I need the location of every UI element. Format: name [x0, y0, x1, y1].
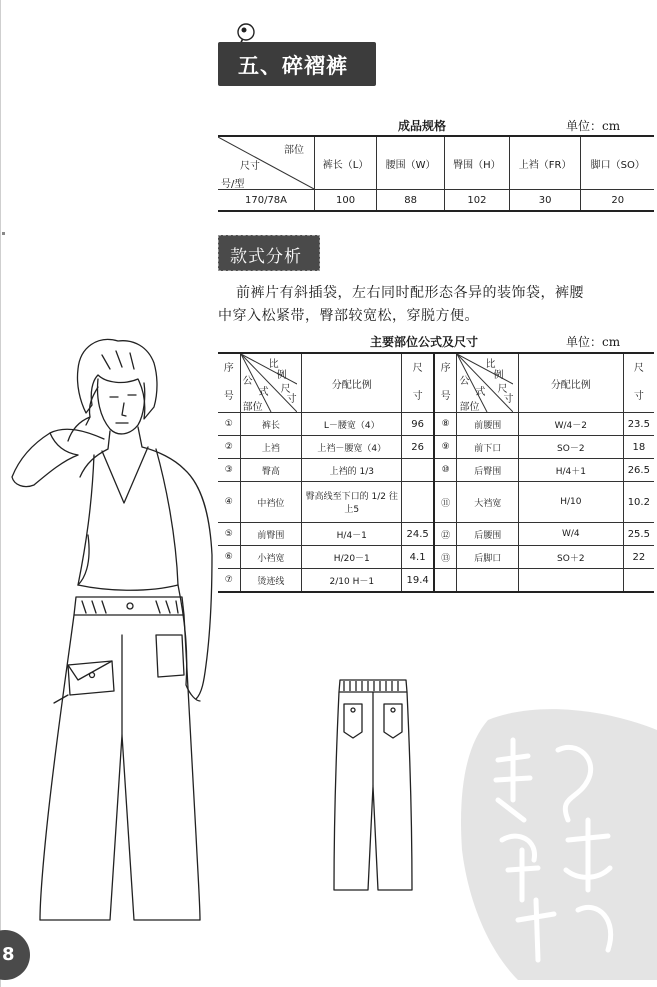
row-size: 26.5: [623, 459, 654, 482]
spec-value-cell: 102: [445, 190, 510, 212]
size-header: [402, 353, 434, 413]
spec-col-header: 脚口（SO）: [581, 136, 654, 190]
row-no: ⑧: [434, 413, 457, 436]
seq-header-bottom: 号: [223, 391, 234, 402]
row-part: 烫迹线: [240, 569, 302, 593]
size-header-top: 尺: [412, 363, 423, 374]
formula-caption: 主要部位公式及尺寸: [370, 335, 479, 349]
corner-ratio-a: 比: [268, 359, 279, 370]
formula-table: [218, 352, 654, 593]
spec-corner-bottom: 号/型: [221, 179, 245, 190]
row-ratio: H/4＋1: [518, 459, 623, 482]
size-header: [623, 353, 654, 413]
size-header-bottom: 寸: [633, 391, 644, 402]
row-size: 24.5: [402, 523, 434, 546]
seq-header-bottom: 号: [440, 391, 451, 402]
row-ratio: W/4－2: [518, 413, 623, 436]
row-size: [402, 482, 434, 523]
ratio-header: 分配比例: [302, 353, 402, 413]
row-ratio: 2/10 H－1: [302, 569, 402, 593]
row-size: [623, 569, 654, 593]
corner-header: [240, 353, 302, 413]
corner-size-e: 尺: [280, 384, 291, 395]
row-no: ⑥: [218, 546, 240, 569]
row-ratio: H/4－1: [302, 523, 402, 546]
row-no: ⑫: [434, 523, 457, 546]
style-label: 款式分析: [230, 247, 302, 267]
row-size: 22: [623, 546, 654, 569]
row-size: 96: [402, 413, 434, 436]
row-ratio: 臀高线至下口的 1/2 往上5: [302, 482, 402, 523]
spec-corner-mid: 尺寸: [240, 161, 260, 172]
description-line-2: 中穿入松紧带，臀部较宽松，穿脱方便。: [218, 308, 479, 324]
row-no: ⑨: [434, 436, 457, 459]
row-part: 臀高: [240, 459, 302, 482]
row-no: ⑩: [434, 459, 457, 482]
row-ratio: H/20－1: [302, 546, 402, 569]
row-ratio: L－腰宽（4）: [302, 413, 402, 436]
spec-col-header: 上裆（FR）: [509, 136, 581, 190]
corner-size-e: 尺: [497, 384, 508, 395]
page-number: 8: [2, 944, 15, 965]
row-no: [434, 569, 457, 593]
corner-part-g: 部位: [242, 402, 263, 413]
corner-formula-c: 公: [242, 376, 253, 387]
row-size: 25.5: [623, 523, 654, 546]
corner-formula-c: 公: [459, 376, 470, 387]
row-no: ⑪: [434, 482, 457, 523]
seq-header-top: 序: [440, 363, 451, 374]
margin-rule: [0, 0, 1, 987]
spec-col-header: 腰围（W）: [377, 136, 445, 190]
row-part: 中裆位: [240, 482, 302, 523]
corner-ratio-b: 例: [276, 370, 287, 381]
row-part: 前下口: [457, 436, 519, 459]
pants-back-view-sketch: [330, 676, 418, 896]
row-part: 后臀围: [457, 459, 519, 482]
row-size: 4.1: [402, 546, 434, 569]
spec-value-cell: 100: [315, 190, 377, 212]
row-size: 18: [623, 436, 654, 459]
row-no: ⑤: [218, 523, 240, 546]
row-part: 裤长: [240, 413, 302, 436]
corner-part-g: 部位: [459, 402, 480, 413]
row-no: ①: [218, 413, 240, 436]
row-part: [457, 569, 519, 593]
spec-size-cell: 170/78A: [218, 190, 315, 212]
corner-formula-d: 式: [258, 387, 269, 398]
row-no: ④: [218, 482, 240, 523]
row-ratio: SO－2: [518, 436, 623, 459]
seq-header: [434, 353, 457, 413]
row-no: ②: [218, 436, 240, 459]
row-part: 前臀围: [240, 523, 302, 546]
row-no: ⑦: [218, 569, 240, 593]
row-ratio: 上裆－腰宽（4）: [302, 436, 402, 459]
row-ratio: [518, 569, 623, 593]
spec-col-header: 裤长（L）: [315, 136, 377, 190]
corner-ratio-a: 比: [485, 359, 496, 370]
spec-corner-top: 部位: [284, 145, 304, 156]
row-no: ⑬: [434, 546, 457, 569]
seal-watermark: [458, 700, 657, 980]
row-ratio: H/10: [518, 482, 623, 523]
row-ratio: W/4: [518, 523, 623, 546]
spec-caption: 成品规格: [398, 119, 447, 133]
row-size: 10.2: [623, 482, 654, 523]
corner-size-f: 寸: [503, 394, 514, 405]
corner-size-f: 寸: [286, 394, 297, 405]
row-size: 23.5: [623, 413, 654, 436]
row-part: 后脚口: [457, 546, 519, 569]
formula-unit: 单位：cm: [566, 335, 621, 349]
ratio-header: 分配比例: [518, 353, 623, 413]
row-ratio: SO＋2: [518, 546, 623, 569]
size-header-top: 尺: [633, 363, 644, 374]
section-title: 五、碎褶裤: [238, 54, 348, 78]
row-size: [402, 459, 434, 482]
row-ratio: 上裆的 1/3: [302, 459, 402, 482]
row-size: 26: [402, 436, 434, 459]
spec-unit: 单位：cm: [566, 119, 621, 133]
spec-col-header: 臀围（H）: [445, 136, 510, 190]
spec-value-cell: 30: [509, 190, 581, 212]
seq-header-top: 序: [223, 363, 234, 374]
size-header-bottom: 寸: [412, 391, 423, 402]
description-line-1: 前裤片有斜插袋，左右同时配形态各异的装饰袋，裤腰: [236, 285, 584, 301]
row-size: 19.4: [402, 569, 434, 593]
spec-value-cell: 88: [377, 190, 445, 212]
row-part: 前腰围: [457, 413, 519, 436]
row-part: 小裆宽: [240, 546, 302, 569]
model-figure-illustration: [6, 335, 231, 925]
corner-header: [457, 353, 519, 413]
row-part: 上裆: [240, 436, 302, 459]
spec-corner-cell: [218, 136, 315, 190]
row-part: 大裆宽: [457, 482, 519, 523]
spec-value-cell: 20: [581, 190, 654, 212]
row-no: ③: [218, 459, 240, 482]
corner-formula-d: 式: [475, 387, 486, 398]
corner-ratio-b: 例: [493, 370, 504, 381]
row-part: 后腰围: [457, 523, 519, 546]
margin-tick: [2, 232, 5, 235]
spec-table: [218, 135, 654, 212]
